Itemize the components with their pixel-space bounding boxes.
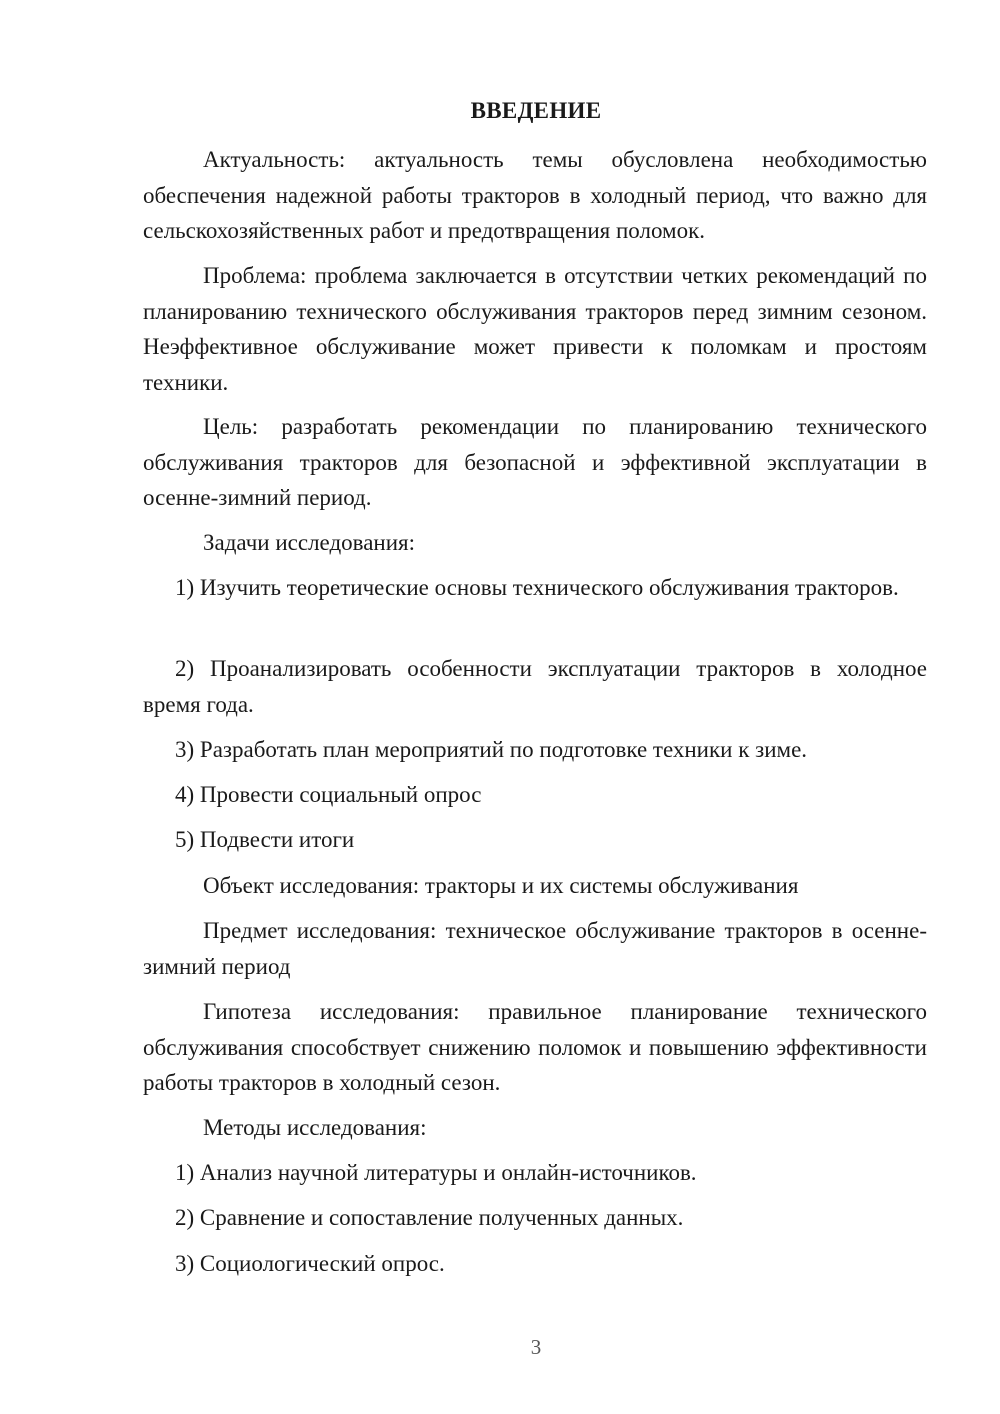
list-item-task-2: 2) Проанализировать особенности эксплуатации тракторов в холодное время года. (143, 656, 927, 717)
paragraph-object: Объект исследования: тракторы и их системы обслуживания (203, 873, 799, 898)
paragraph-tasks-heading: Задачи исследования: (203, 530, 416, 555)
paragraph-methods-heading: Методы исследования: (203, 1115, 427, 1140)
list-item-method-3: 3) Социологический опрос. (175, 1251, 445, 1276)
list-item-task-5: 5) Подвести итоги (175, 827, 355, 852)
list-item-task-4: 4) Провести социальный опрос (175, 782, 482, 807)
list-item-method-2: 2) Сравнение и сопоставление полученных данных. (175, 1205, 684, 1230)
list-item-task-3: 3) Разработать план мероприятий по подготовке техники к зиме. (175, 737, 808, 762)
paragraph-goal: Цель: разработать рекомендации по планированию технического обслуживания тракторов для безопасной и эффективной эксплуатации в осенне-зимний период. (143, 414, 927, 510)
paragraph-problem: Проблема: проблема заключается в отсутствии четких рекомендаций по планированию технического обслуживания тракторов перед зимним сезоном. Неэффективное обслуживание может привести к поломкам и простоям техники. (143, 263, 927, 395)
paragraph-relevance: Актуальность: актуальность темы обусловлена необходимостью обеспечения надежной работы тракторов в холодный период, что важно для сельскохозяйственных работ и предотвращения поломок. (143, 147, 927, 243)
list-item-task-1: 1) Изучить теоретические основы технического обслуживания тракторов. (175, 575, 899, 600)
list-item-method-1: 1) Анализ научной литературы и онлайн-источников. (175, 1160, 697, 1185)
paragraph-hypothesis: Гипотеза исследования: правильное планирование технического обслуживания способствует снижению поломок и повышению эффективности работы тракторов в холодный сезон. (143, 999, 927, 1095)
page-title: ВВЕДЕНИЕ (470, 98, 602, 123)
paragraph-subject: Предмет исследования: техническое обслуживание тракторов в осенне-зимний период (143, 918, 927, 979)
page-number: 3 (530, 1335, 542, 1359)
